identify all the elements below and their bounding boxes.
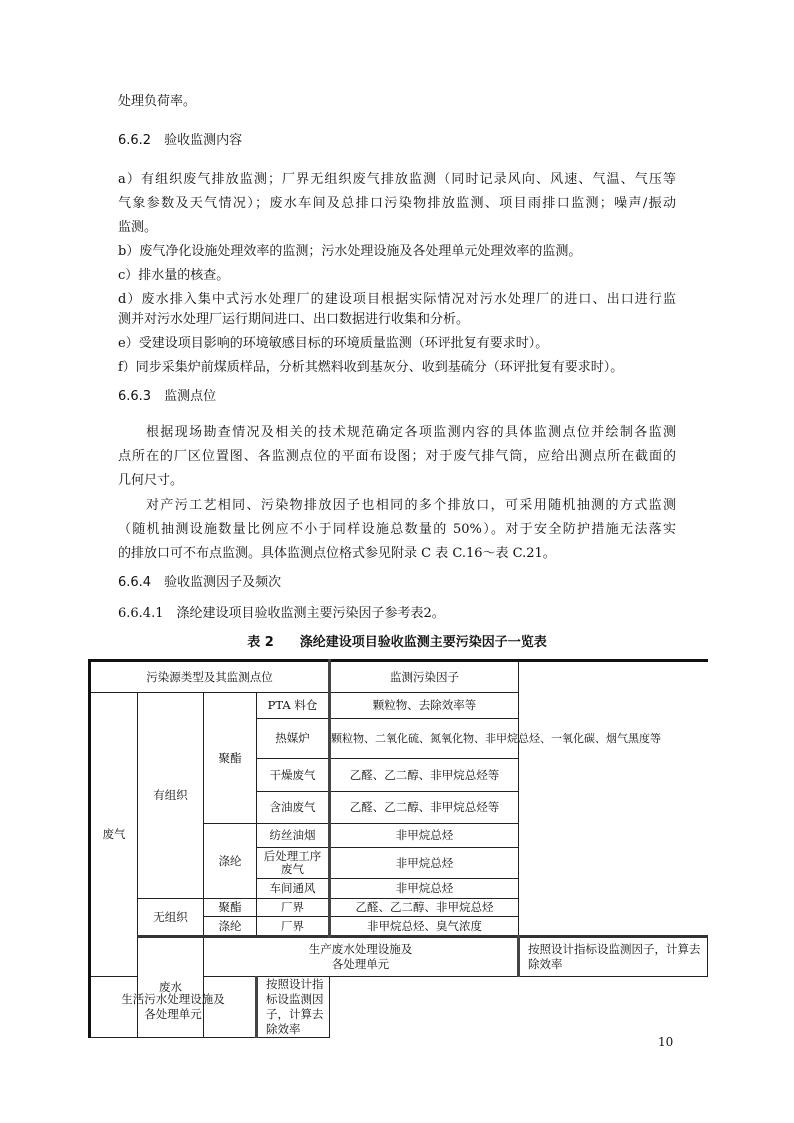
table-row (90, 977, 708, 1038)
section-heading-6-6-2: 6.6.2 验收监测内容 (118, 133, 243, 148)
section-heading-6-6-4: 6.6.4 验收监测因子及频次 (118, 575, 282, 590)
point-text: 生产废水处理设施及各处理单元 (308, 942, 413, 971)
table-row (90, 693, 708, 719)
factor-cell: 乙醛、乙二醇、非甲烷总烃等 (330, 759, 519, 792)
point-cell: 厂界 (257, 899, 330, 917)
page-number: 10 (658, 1035, 674, 1049)
factor-cell: 非甲烷总烃 (330, 824, 519, 848)
category-cell: 废水 (138, 937, 204, 1038)
point-cell: 车间通风 (257, 879, 330, 899)
header-cell: 监测污染因子 (330, 661, 519, 693)
paragraph-line: e）受建设项目影响的环境敏感目标的环境质量监测（环评批复有要求时）。 (118, 336, 549, 351)
factor-cell: 按照设计指标设监测因子，计算去除效率 (257, 977, 330, 1038)
subcategory-cell: 无组织 (138, 899, 204, 937)
pollutant-factor-table (88, 659, 708, 1038)
header-cell: 污染源类型及其监测点位 (90, 661, 330, 693)
factor-cell: 乙醛、乙二醇、非甲烷总烃等 (330, 792, 519, 824)
point-cell: 纺丝油烟 (257, 824, 330, 848)
paragraph-line: 6.6.4.1 涤纶建设项目验收监测主要污染因子参考表2。 (118, 606, 445, 621)
subcategory-cell: 有组织 (138, 693, 204, 899)
paragraph-line: 的排放口可不布点监测。具体监测点位格式参见附录 C 表 C.16～表 C.21。 (118, 546, 556, 561)
category-cell: 废气 (90, 693, 138, 977)
point-cell (204, 937, 519, 977)
process-cell: 聚酯 (204, 899, 257, 917)
table-row (90, 899, 708, 917)
process-cell: 涤纶 (204, 824, 257, 899)
factor-cell: 非甲烷总烃 (330, 879, 519, 899)
factor-cell: 非甲烷总烃、臭气浓度 (330, 917, 519, 937)
paragraph-line: 测并对污水处理厂运行期间进口、出口数据进行收集和分析。 (118, 312, 470, 327)
paragraph-line: 根据现场勘查情况及相关的技术规范确定各项监测内容的具体监测点位并绘制各监测 (146, 425, 676, 440)
factor-cell: 颗粒物、去除效率等 (330, 693, 519, 719)
factor-cell: 颗粒物、二氧化硫、氮氧化物、非甲烷总烃、一氧化碳、烟气黑度等 (330, 719, 519, 759)
paragraph-line: a）有组织废气排放监测；厂界无组织废气排放监测（同时记录风向、风速、气温、气压等 (118, 172, 676, 187)
factor-cell: 非甲烷总烃 (330, 848, 519, 879)
factor-cell: 乙醛、乙二醇、非甲烷总烃 (330, 899, 519, 917)
point-text: 生活污水处理设施及各处理单元 (121, 992, 225, 1021)
paragraph-line: （随机抽测设施数量比例应不小于同样设施总数量的 50%）。对于安全防护措施无法落实 (118, 522, 676, 537)
paragraph-line: 处理负荷率。 (118, 94, 197, 109)
factor-cell: 按照设计指标设监测因子，计算去除效率 (519, 937, 708, 977)
table-header-row (90, 661, 708, 693)
point-cell: 后处理工序废气 (257, 848, 330, 879)
paragraph-line: d）废水排入集中式污水处理厂的建设项目根据实际情况对污水处理厂的进口、出口进行监 (118, 292, 676, 307)
table-row (90, 937, 708, 977)
process-cell: 涤纶 (204, 917, 257, 937)
point-cell: 热媒炉 (257, 719, 330, 759)
paragraph-line: f）同步采集炉前煤质样品，分析其燃料收到基灰分、收到基硫分（环评批复有要求时）。 (118, 360, 624, 375)
table-caption: 表 2 涤纶建设项目验收监测主要污染因子一览表 (247, 635, 547, 650)
paragraph-line: 点所在的厂区位置图、各监测点位的平面布设图；对于废气排气筒，应给出测点所在截面的 (118, 449, 676, 464)
section-heading-6-6-3: 6.6.3 监测点位 (118, 389, 217, 404)
point-cell: 厂界 (257, 917, 330, 937)
process-cell: 聚酯 (204, 693, 257, 824)
paragraph-line: 监测。 (118, 220, 158, 235)
paragraph-line: 对产污工艺相同、污染物排放因子也相同的多个排放口，可采用随机抽测的方式监测 (146, 498, 676, 513)
point-cell: 含油废气 (257, 792, 330, 824)
paragraph-line: 气象参数及天气情况）；废水车间及总排口污染物排放监测、项目雨排口监测；噪声/振动 (118, 196, 676, 211)
paragraph-line: 几何尺寸。 (118, 473, 184, 488)
paragraph-line: c）排水量的核查。 (118, 268, 230, 283)
point-cell: PTA 料仓 (257, 693, 330, 719)
paragraph-line: b）废气净化设施处理效率的监测；污水处理设施及各处理单元处理效率的监测。 (118, 244, 582, 259)
point-cell: 干燥废气 (257, 759, 330, 792)
